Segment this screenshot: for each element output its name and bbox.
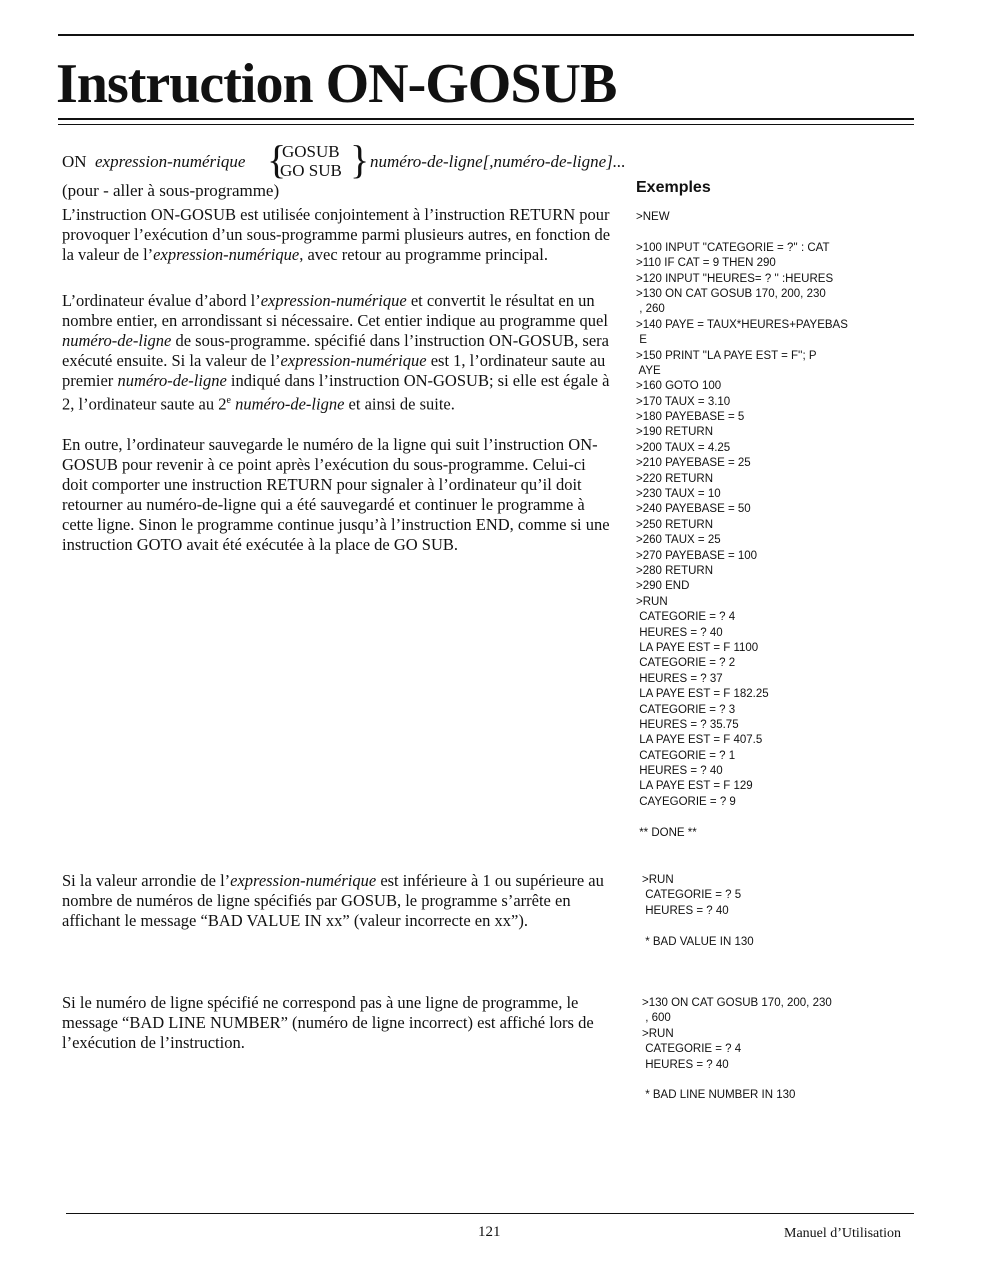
paragraph-evaluation <box>62 291 610 415</box>
code-line: AYE <box>636 364 661 377</box>
paragraph-text: de sous-programme. spécifié dans l’instruction ON-GOSUB, sera exécuté ensuite. Si la valeur de l’ <box>62 331 609 370</box>
page-number: 121 <box>478 1224 501 1240</box>
syntax-left-brace: { <box>267 137 287 182</box>
examples-heading: Exemples <box>636 179 711 196</box>
paragraph-emphasis: numéro-de-ligne <box>235 394 345 414</box>
title-rule-thick <box>58 118 914 120</box>
code-line: >130 ON CAT GOSUB 170, 200, 230 <box>636 287 826 300</box>
code-line: E <box>636 334 647 347</box>
code-line: >220 RETURN <box>636 472 714 485</box>
example-code-block-main <box>636 210 966 841</box>
code-line: >160 GOTO 100 <box>636 380 722 393</box>
title-rule-thin <box>58 124 914 125</box>
paragraph-bad-value <box>62 871 610 931</box>
paragraph-text: et convertit le résultat en un nombre entier, en arrondissant si nécessaire. Cet entier indique au programme quel <box>62 291 608 330</box>
footer-rule <box>66 1213 914 1214</box>
example-code-block-bad-value <box>642 873 972 950</box>
syntax-go-sub-keyword: GO SUB <box>280 161 342 180</box>
code-line: >190 RETURN <box>636 426 714 439</box>
instruction-subtitle: (pour - aller à sous-programme) <box>62 181 280 200</box>
paragraph-text: En outre, l’ordinateur sauvegarde le numéro de la ligne qui suit l’instruction ON-GOSUB pour revenir à ce point après l’exécution du sous-programme. Celui-ci doit comporter une instruction RETURN pour signaler à l’ordinateur qu’il doit retourner au numéro-de-ligne qui a été sauvegardé et continuer le programme à cette ligne. Sinon le programme continue jusqu’à l’instruction END, comme si une instruction GOTO avait été exécutée à la place de GO SUB. <box>62 435 610 554</box>
paragraph-emphasis: expression-numérique <box>280 351 427 370</box>
syntax-right-brace: } <box>350 137 370 182</box>
code-line: CATEGORIE = ? 1 <box>636 749 736 762</box>
code-line: >RUN <box>642 1027 674 1040</box>
top-rule <box>58 34 914 36</box>
code-line: LA PAYE EST = F 182.25 <box>636 688 769 701</box>
code-line: HEURES = ? 40 <box>636 626 723 639</box>
code-line <box>642 1073 972 1088</box>
paragraph-text: L’ordinateur évalue d’abord l’ <box>62 291 261 310</box>
syntax-line <box>62 137 962 182</box>
paragraph-text: Si la valeur arrondie de l’ <box>62 871 231 890</box>
code-line <box>636 225 966 240</box>
code-line: >100 INPUT ''CATEGORIE = ?'' : CAT <box>636 241 830 254</box>
code-line: >170 TAUX = 3.10 <box>636 395 731 408</box>
paragraph-text: est inférieure à 1 ou supérieure au nombre de numéros de ligne spécifiés par GOSUB, le programme s’arrête en affichant le message “BAD VALUE IN xx” (valeur incorrecte en xx”). <box>62 871 604 930</box>
code-line: * BAD LINE NUMBER IN 130 <box>642 1089 796 1102</box>
manual-name: Manuel d’Utilisation <box>784 1226 902 1241</box>
code-line: CAYEGORIE = ? 9 <box>636 795 736 808</box>
code-line: >260 TAUX = 25 <box>636 534 721 547</box>
code-line: HEURES = ? 40 <box>642 904 729 917</box>
code-line: >250 RETURN <box>636 518 714 531</box>
code-line: LA PAYE EST = F 129 <box>636 780 753 793</box>
code-line: >230 TAUX = 10 <box>636 488 721 501</box>
code-line: LA PAYE EST = F 1100 <box>636 641 759 654</box>
syntax-expression: expression-numérique <box>95 152 246 171</box>
example-code-block-bad-line <box>642 996 972 1104</box>
paragraph-intro <box>62 205 610 265</box>
paragraph-return-behavior <box>62 435 610 555</box>
code-line: CATEGORIE = ? 4 <box>636 611 736 624</box>
page-title: Instruction ON-GOSUB <box>56 53 617 115</box>
code-line: CATEGORIE = ? 3 <box>636 703 736 716</box>
paragraph-emphasis: expression-numérique <box>230 871 377 890</box>
paragraph-text: est 1, l’ordinateur saute au premier <box>62 351 606 390</box>
paragraph-text: , avec retour au programme principal. <box>299 245 548 264</box>
code-line <box>636 810 966 825</box>
paragraph-emphasis: numéro-de-ligne <box>117 371 227 390</box>
code-line: >240 PAYEBASE = 50 <box>636 503 751 516</box>
code-line: >RUN <box>636 595 668 608</box>
code-line: >210 PAYEBASE = 25 <box>636 457 751 470</box>
code-line: >200 TAUX = 4.25 <box>636 441 731 454</box>
code-line <box>642 919 972 934</box>
paragraph-emphasis: expression-numérique <box>153 245 300 264</box>
syntax-arguments: numéro-de-ligne[,numéro-de-ligne]... <box>370 152 626 171</box>
code-line: CATEGORIE = ? 5 <box>642 889 742 902</box>
code-line: , 260 <box>636 303 665 316</box>
code-line: >180 PAYEBASE = 5 <box>636 411 745 424</box>
code-line: >RUN <box>642 874 674 886</box>
code-line: >130 ON CAT GOSUB 170, 200, 230 <box>642 997 832 1009</box>
code-line: CATEGORIE = ? 2 <box>636 657 736 670</box>
paragraph-emphasis: numéro-de-ligne <box>62 331 172 350</box>
code-line: HEURES = ? 40 <box>636 765 723 778</box>
code-line: HEURES = ? 40 <box>642 1058 729 1071</box>
paragraph-text: et ainsi de suite. <box>344 394 455 414</box>
code-line: HEURES = ? 37 <box>636 672 723 685</box>
code-line: >290 END <box>636 580 690 593</box>
code-line: , 600 <box>642 1012 671 1025</box>
code-line: >150 PRINT ''LA PAYE EST = F''; P <box>636 349 817 362</box>
code-line: >140 PAYE = TAUX*HEURES+PAYEBAS <box>636 318 848 331</box>
code-line: HEURES = ? 35.75 <box>636 718 739 731</box>
code-line: ** DONE ** <box>636 826 697 839</box>
syntax-on-keyword: ON <box>62 152 87 171</box>
code-line: >280 RETURN <box>636 564 714 577</box>
paragraph-text: Si le numéro de ligne spécifié ne correspond pas à une ligne de programme, le message “BAD LINE NUMBER” (numéro de ligne incorrect) est affiché lors de l’exécution de l’instruction. <box>62 993 594 1052</box>
code-line: CATEGORIE = ? 4 <box>642 1043 742 1056</box>
code-line: >110 IF CAT = 9 THEN 290 <box>636 257 776 270</box>
syntax-gosub-keyword: GOSUB <box>282 142 340 161</box>
code-line: * BAD VALUE IN 130 <box>642 935 754 948</box>
code-line: >270 PAYEBASE = 100 <box>636 549 758 562</box>
paragraph-bad-line-number <box>62 993 610 1053</box>
paragraph-emphasis: expression-numérique <box>260 291 407 310</box>
paragraph-text: L’instruction ON-GOSUB est utilisée conjointement à l’instruction RETURN pour provoquer l’exécution d’un sous-programme parmi plusieurs autres, en fonction de la valeur de l’ <box>62 205 611 264</box>
paragraph-text: indiqué dans l’instruction ON-GOSUB; si elle est égale à 2, l’ordinateur saute au 2 <box>62 371 610 414</box>
code-line: LA PAYE EST = F 407.5 <box>636 734 763 747</box>
paragraph-superscript: e <box>226 395 231 406</box>
code-line: >NEW <box>636 211 670 223</box>
code-line: >120 INPUT ''HEURES= ? '' :HEURES <box>636 272 834 285</box>
